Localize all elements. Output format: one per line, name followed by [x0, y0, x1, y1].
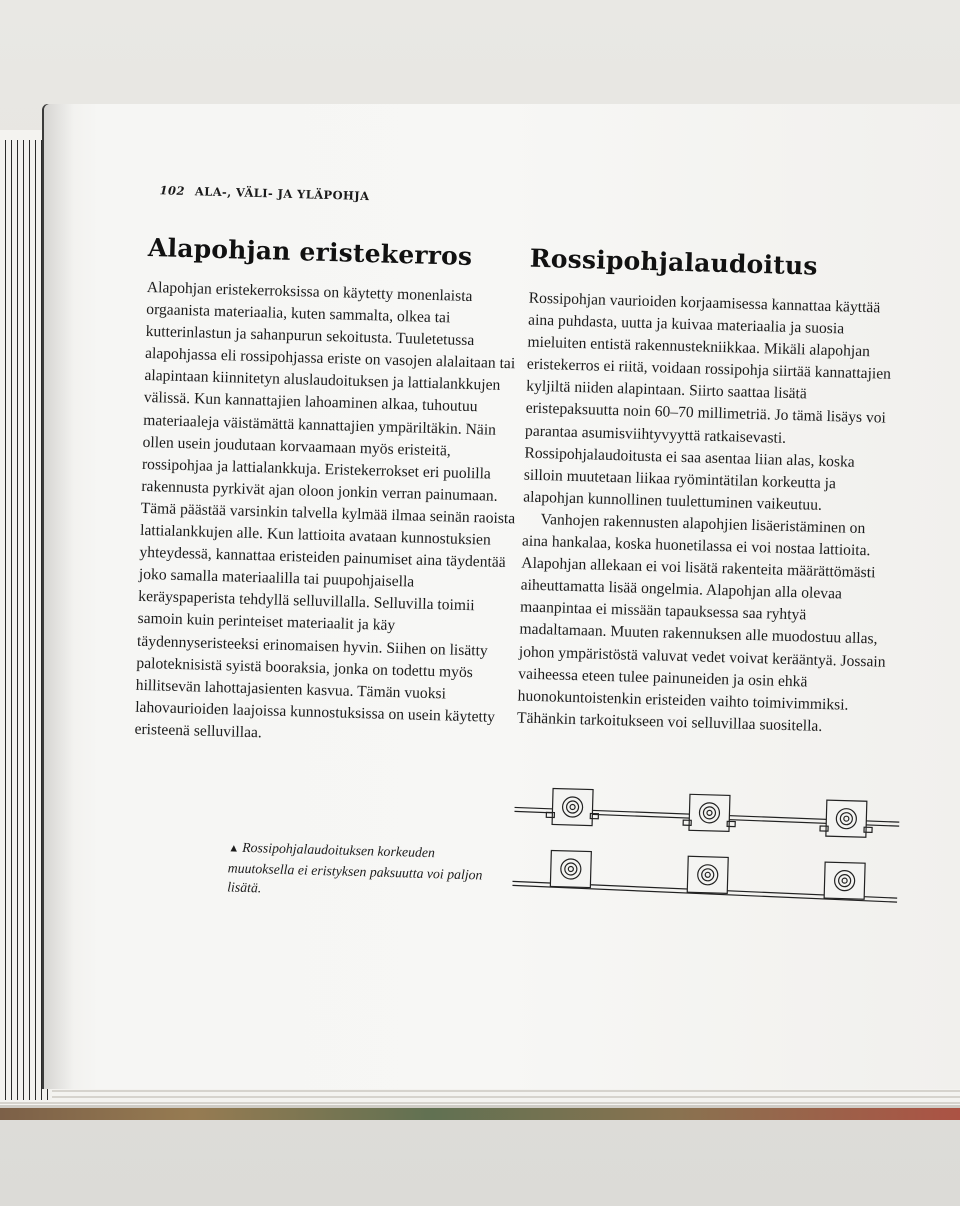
right-paragraph-1: Rossipohjan vaurioiden korjaamisessa kannattaa käyttää aina puhdasta, uutta ja kuivaa materiaalia ja suosia mieluiten entistä rakennustekniikkaa. Mikäli alapohjan eristekerros ei riitä, voidaan rossipohja siirtää kannattajien kyljiltä niiden alapintaan. Siirto saattaa lisätä eristepaksuutta noin 60–70 millimetriä. Jo tämä lisäys voi parantaa asumisviihtyvyyttä ratkaisevasti. Rossipohjalaudoitusta ei saa asentaa liian alas, koska silloin muutetaan liikaa ryömintätilan korkeutta ja alapohjan kunnollinen tuulettuminen vaikeutuu.: [522, 289, 892, 514]
joist-bottom-1: [550, 850, 591, 887]
caption-marker: ▲: [228, 842, 240, 855]
joist-bottom-2: [687, 856, 728, 893]
section-title: ALA-, VÄLI- JA YLÄPOHJA: [194, 184, 370, 204]
figure-caption: [227, 837, 489, 903]
right-column: [517, 244, 900, 740]
caption-text: Rossipohjalaudoituksen korkeuden muutoksella ei eristyksen paksuutta voi paljon lisätä.: [227, 839, 483, 896]
joist-top-2: [683, 794, 736, 831]
joist-top-1: [546, 788, 599, 825]
page-number: 102: [159, 183, 186, 198]
left-column: [134, 233, 523, 751]
heading-alapohjan-eristekerros: Alapohjan eristekerros: [147, 232, 473, 272]
page-content: [16, 104, 959, 1114]
heading-rossipohjalaudoitus: Rossipohjalaudoitus: [529, 243, 818, 281]
figure-row-top: [514, 787, 900, 838]
right-paragraph-2: Vanhojen rakennusten alapohjien lisäeristäminen on aina hankalaa, koska huonetilassa ei voi nostaa lattioita. Alapohjan allekaan ei voi lisätä rakenteita määrättömästi aiheuttamatta lisää ongelmia. Alapohjan alla olevaa maanpintaa ei missään tapauksessa saa ryhtyä madaltamaan. Muuten rakennuksen alle muodostuu allas, johon ympäristöstä valuvat vedet voivat kerääntyä. Jossain vaiheessa eteen tulee painuneiden ja osin ehkä huonokuntoistenkin eristeiden vaihto toimivimmiksi. Tähänkin tarkoitukseen voi selluvillaa suositella.: [516, 510, 886, 735]
floor-joist-cross-section-illustration: [512, 777, 905, 918]
book-page: [44, 104, 960, 1089]
joist-top-3: [820, 800, 873, 837]
joist-bottom-3: [824, 862, 865, 899]
left-paragraph: Alapohjan eristekerroksissa on käytetty monenlaista orgaanista materiaalia, kuten sammalta, olkea tai kutterinlastun ja sahanpurun sekoitusta. Tuuletetussa alapohjassa eli rossipohjassa eriste on vasojen alalaitaan tai alapintaan kiinnitetyn aluslaudoituksen ja lattialankkujen välissä. Kun kannattajien lahoaminen alkaa, tuhoutuu materiaaleja väistämättä kannattajien ympäriltäkin. Näin ollen usein joudutaan korvaamaan myös eristeitä, rossipohjaa ja lattialankkuja. Eristekerrokset eri puolilla rakennusta pyrkivät ajan oloon jonkin verran painumaan. Tämä päästää varsinkin talvella kylmää ilmaa seinän raoista lattialankkujen alle. Kun lattioita avataan kunnostuksien yhteydessä, kannattaa eristeiden painumiset aina täydentää joko samalla materiaalilla tai puupohjaisella keräyspaperista tehdyllä selluvillalla. Selluvilla toimii samoin kuin perinteiset materiaalit ja käy täydennyseristeeksi erinomaisen hyvin. Siihen on lisätty paloteknisistä syistä booraksia, jonka on todettu myös hillitsevän lahottajasienten kasvua. Tämän vuoksi lahovaurioiden laajoissa kunnostuksissa on usein käytetty eristeenä selluvillaa.: [134, 278, 516, 742]
figure-row-bottom: [512, 849, 898, 902]
running-head: [159, 183, 369, 203]
